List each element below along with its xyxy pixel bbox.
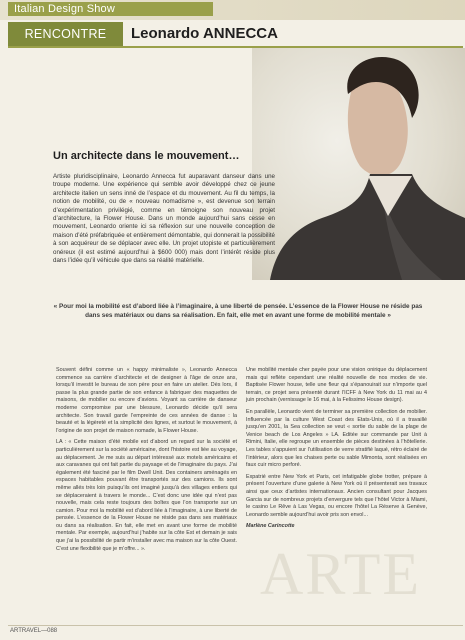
- body-column-left: [56, 367, 237, 557]
- subject-name: Leonardo ANNECCA: [131, 25, 278, 42]
- series-title: Italian Design Show: [14, 3, 116, 15]
- page-folio: ARTRAVEL—088: [10, 628, 58, 634]
- paragraph: LA : « Cette maison d’été mobile est d’abord un regard sur la société et particulièrement sur la société américaine, dont l’histoire est liée au voyage, au déplacement. Je me suis au départ intéressé aux motels américains et aux caravanes qui ont fait partie du paysage et de l’imaginaire du pays. J’ai également été fasciné par le film Dwell Unit. Des containers aménagés en espaces habitables pouvant être transportés sur des camions. Ils sont même allés très loin puisqu’ils ont imaginé jusqu’à des villages entiers qui se déplaceraient à travers le monde... C’est donc une idée qui n’est pas nouvelle, mais cela reste toujours des boîtes que l’on transporte sur un camion. Pour moi la mobilité est d’abord liée à l’imaginaire, à une liberté de pensée. L’essence de la Flower House ne réside pas dans ses matériaux ou dans sa réalisation. En fait, elle met en avant une forme de mobilité mentale. Par exemple, aujourd’hui j’habite sur la côte Est et demain je sais que j’ai la possibilité de partir m’installer avec ma maison sur la côte Ouest. C’est une flexibilité que je m’offre... ».: [56, 439, 237, 552]
- paragraph: Expatrié entre New York et Paris, cet infatigable globe trotter, prépare à présent l’ouverture d’une galerie à New York où il présenterait ses travaux ainsi que ceux d’artistes internationaux. Ancien consultant pour Jacques Garcia sur de nombreux projets d’envergure tels que l’hôtel Victor à Miami, le casino Le Rêve à Las Vegas, ou encore l’hôtel La Réserve à Genève, Leonardo semble aujourd’hui avoir pris son envol...: [246, 473, 427, 518]
- author-signature: Marlène Carincotte: [246, 523, 295, 530]
- paragraph: Une mobilité mentale cher payée pour une vision onirique du déplacement mais qui reflète cependant une réalité nouvelle de nos modes de vie. Baptisée Flower house, telle une fleur qui s’épanouirait sur n’importe quel terrain, ce projet sera présenté durant l’ICFF à New York du 11 mai au 4 juin prochain (vernissage le 16 mai, à la Felissimo House design).: [246, 367, 427, 404]
- portrait-photo: [252, 48, 465, 280]
- intro-paragraph: [53, 173, 275, 265]
- footer-rule: [8, 625, 463, 626]
- paragraph: En parallèle, Leonardo vient de terminer sa première collection de mobilier. Influencée par la culture West Coast des Etats-Unis, où il a travaillé jusqu’en 2001, la Sea collection se veut « sortie du sable de la plage de Venice beach de Los Angeles » LA. Editée sur commande par Unit à Rimini, Italie, elle regroupe un ensemble de pièces destinées à l’hôtellerie. Les tables s’appuient sur l’utilisation de verre stratifié laqué, rétro éclairé de l’intérieur, alors que les chaises perte ou sable Mimonta, sont réalisées en faux cuir micro perforé.: [246, 408, 427, 469]
- article-headline: Un architecte dans le mouvement…: [53, 150, 240, 162]
- section-label: RENCONTRE: [24, 27, 107, 41]
- pull-quote: « Pour moi la mobilité est d’abord liée à l’imaginaire, à une liberté de pensée. L’essence de la Flower House ne réside pas dans ses matériaux ou dans sa réalisation. En fait, elle met en avant une forme de mobilité mentale »: [53, 303, 423, 320]
- portrait-illustration: [252, 48, 465, 280]
- body-column-right: [246, 367, 427, 535]
- intro-text: Artiste pluridisciplinaire, Leonardo Annecca fut auparavant danseur dans une troupe moderne. Une expérience qui semble avoir développé chez ce jeune architecte italien un sens inné de l’espace et du mouvement. Au fil du temps, la notion de mobilité, ou de « nouveau nomadisme », est devenue son terrain d’expérimentation privilégié, comme en témoigne son nouveau projet d’architecture, la Flower House. Dans un monde aujourd’hui sans cesse en mouvement, Leonardo oriente ici sa réflexion sur une nouvelle conception de maison d’été préfabriquée et entièrement démontable, qui donnerait la possibilité à son acquéreur de se déplacer avec elle. Un projet utopiste et particulièrement onéreux (il est estimé aujourd’hui à $600 000) mais dont l’intérêt réside plus dans l’idée qu’il véhicule que dans sa réalité matérielle.: [53, 173, 275, 265]
- watermark-text: ARTE: [260, 541, 422, 607]
- paragraph: Souvent défini comme un « happy minimaliste », Leonardo Annecca commence sa carrière d’architecte et de designer à l’âge de onze ans, lorsqu’il investit le bureau de son père pour en faire un atelier. Dès lors, il passe la plus grande partie de son enfance à fabriquer des maquettes de maisons, de mobilier ou encore d’avions. Voyant sa carrière de danseur moderne compromise par une blessure, Leonardo décide qu’il sera architecte. Son travail garde l’empreinte de ces années de danse : la beauté et la légèreté et la simplicité des lignes, et surtout le mouvement, à l’origine de son projet de maison nomade, la Flower House.: [56, 367, 237, 434]
